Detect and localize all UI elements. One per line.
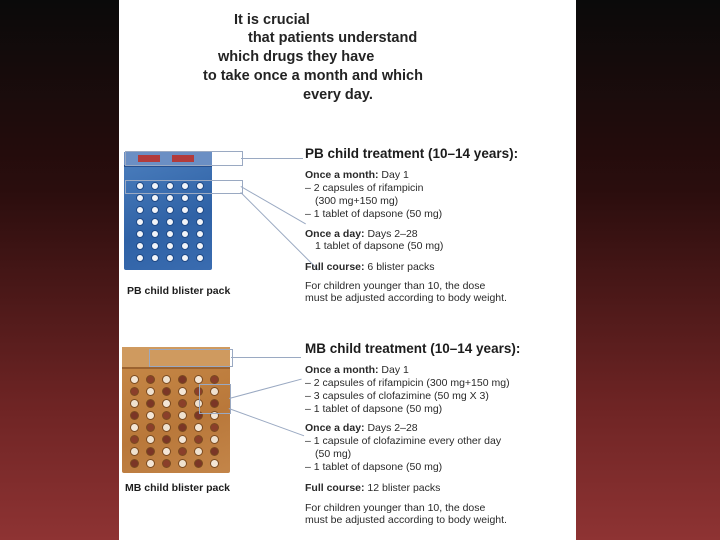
pb-pill (196, 242, 204, 250)
pb-pill (166, 242, 174, 250)
pb-pill (136, 230, 144, 238)
mb-once-day: Once a day: Days 2–28 (305, 422, 418, 434)
pb-pill (136, 242, 144, 250)
mb-once-day-item-2: (50 mg) (315, 448, 352, 460)
mb-pill (162, 387, 171, 396)
mb-note-line-2: must be adjusted according to body weight. (305, 514, 507, 526)
mb-pill (194, 447, 203, 456)
pb-pill (151, 230, 159, 238)
pb-blister-pack-image (124, 152, 212, 270)
mb-pill (146, 411, 155, 420)
mb-once-month-item-2: – 3 capsules of clofazimine (50 mg X 3) (305, 390, 489, 402)
pb-pill (136, 206, 144, 214)
mb-pill (130, 447, 139, 456)
mb-pill (178, 375, 187, 384)
mb-pill (130, 399, 139, 408)
mb-strip-callout-box (149, 349, 233, 367)
mb-pill (162, 411, 171, 420)
pb-pill (166, 230, 174, 238)
pb-pill (151, 194, 159, 202)
pb-pill (181, 206, 189, 214)
pb-pill (181, 194, 189, 202)
pb-pill (166, 206, 174, 214)
mb-pill (146, 423, 155, 432)
pb-once-day: Once a day: Days 2–28 (305, 228, 418, 240)
mb-pill (178, 399, 187, 408)
mb-pill (146, 387, 155, 396)
mb-pill (146, 375, 155, 384)
pb-leader-line-1 (241, 158, 303, 159)
mb-leader-line-1 (231, 357, 301, 358)
mb-pill (178, 435, 187, 444)
pb-pill (166, 218, 174, 226)
mb-pill (210, 459, 219, 468)
mb-title: MB child treatment (10–14 years): (305, 341, 521, 356)
mb-once-month-item-1: – 2 capsules of rifampicin (300 mg+150 mg) (305, 377, 510, 389)
mb-note-line-1: For children younger than 10, the dose (305, 502, 486, 514)
mb-pill (178, 411, 187, 420)
mb-once-month-item-3: – 1 tablet of dapsone (50 mg) (305, 403, 443, 415)
heading-line-2: that patients understand (248, 30, 418, 46)
heading-line-1: It is crucial (234, 12, 310, 28)
mb-pill (194, 435, 203, 444)
pb-pill (196, 254, 204, 262)
pb-once-month: Once a month: Day 1 (305, 169, 409, 181)
pb-pill (151, 206, 159, 214)
mb-full-course: Full course: 12 blister packs (305, 482, 441, 494)
mb-pill (130, 435, 139, 444)
mb-pill (194, 375, 203, 384)
mb-pill (210, 423, 219, 432)
mb-pill (130, 387, 139, 396)
mb-pill (162, 435, 171, 444)
mb-pill (178, 423, 187, 432)
pb-once-day-item-1: 1 tablet of dapsone (50 mg) (315, 240, 444, 252)
pb-pills-callout-box (125, 180, 243, 194)
pb-pill (181, 254, 189, 262)
pb-note-line-1: For children younger than 10, the dose (305, 280, 486, 292)
heading-line-5: every day. (303, 87, 373, 103)
mb-caption: MB child blister pack (125, 482, 231, 494)
pb-pill (136, 254, 144, 262)
mb-once-day-item-1: – 1 capsule of clofazimine every other day (305, 435, 502, 447)
pb-pill (196, 218, 204, 226)
pb-once-month-item-1: – 2 capsules of rifampicin (305, 182, 424, 194)
mb-leader-line-2 (229, 379, 302, 399)
heading-line-4: to take once a month and which (203, 68, 423, 84)
mb-leader-line-3 (229, 408, 305, 436)
pb-pill (151, 218, 159, 226)
mb-pill (146, 447, 155, 456)
pb-pill (181, 218, 189, 226)
pb-title: PB child treatment (10–14 years): (305, 146, 519, 161)
pb-once-month-item-3: – 1 tablet of dapsone (50 mg) (305, 208, 443, 220)
pb-pill (196, 194, 204, 202)
mb-pill (146, 459, 155, 468)
pb-pill (151, 254, 159, 262)
mb-pill (210, 435, 219, 444)
pb-full-course: Full course: 6 blister packs (305, 261, 435, 273)
mb-once-day-item-3: – 1 tablet of dapsone (50 mg) (305, 461, 443, 473)
mb-pill (162, 459, 171, 468)
mb-pill (194, 459, 203, 468)
mb-pill (130, 375, 139, 384)
document-page (119, 0, 576, 540)
pb-pill (151, 242, 159, 250)
heading-line-3: which drugs they have (218, 49, 375, 65)
pb-pill (166, 194, 174, 202)
mb-pill (178, 387, 187, 396)
pb-pill (166, 254, 174, 262)
mb-pill (130, 423, 139, 432)
pb-leader-line-2 (241, 186, 306, 224)
pb-pill (136, 218, 144, 226)
pb-strip-callout-box (125, 151, 243, 166)
pb-pill (196, 230, 204, 238)
mb-pill (210, 447, 219, 456)
mb-pill (162, 447, 171, 456)
pb-note-line-2: must be adjusted according to body weight. (305, 292, 507, 304)
mb-pills-callout-box (199, 384, 231, 414)
mb-pill (146, 435, 155, 444)
mb-pill (162, 375, 171, 384)
mb-pill (178, 459, 187, 468)
mb-pill (162, 399, 171, 408)
mb-once-month: Once a month: Day 1 (305, 364, 409, 376)
pb-pill (136, 194, 144, 202)
mb-pill (162, 423, 171, 432)
pb-pill (196, 206, 204, 214)
mb-pill (130, 459, 139, 468)
pb-caption: PB child blister pack (127, 285, 231, 297)
pb-pill (181, 230, 189, 238)
mb-pill (210, 375, 219, 384)
mb-pill (178, 447, 187, 456)
mb-pill (130, 411, 139, 420)
pb-once-month-item-2: (300 mg+150 mg) (315, 195, 399, 207)
mb-pill (194, 423, 203, 432)
mb-pill (146, 399, 155, 408)
pb-pill (181, 242, 189, 250)
